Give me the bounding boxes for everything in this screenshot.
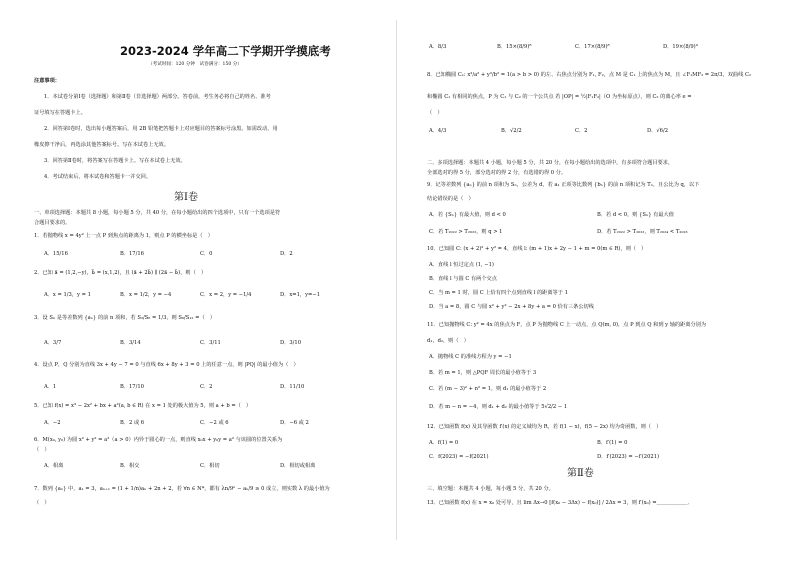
question-1: 1．若抛物线 x = 4y² 上一点 P 到焦点的距离为 1，则点 P 的横坐标是（ ） — [34, 233, 213, 239]
section-intro: 合题目要求的。 — [34, 220, 71, 226]
section-title-part1: 第Ⅰ卷 — [174, 192, 198, 203]
question-7-cont: （ ） — [34, 500, 50, 506]
option: A．抛物线 C 的准线方程为 y = −1 — [429, 354, 512, 360]
question-3: 3．设 Sₙ 是等差数列 {aₙ} 的前 n 项和，若 S₃/S₆ = 1/3，则 S₆/S₁₂ =（ ） — [34, 315, 216, 321]
question-10: 10．已知圆 C: (x + 2)² + y² = 4，直线 l: (m + 1)x + 2y − 1 + m = 0(m ∈ R)，则（ ） — [427, 246, 647, 252]
notice-heading: 注意事项： — [34, 78, 60, 84]
section-intro: 一、单项选择题：本题共 8 小题，每小题 5 分，共 40 分，在每小题给出的四个选项中，只有一个选项是符 — [34, 210, 281, 216]
question-2: 2．已知 a⃗ = (1,2,−y)，b⃗ = (x,1,2)，且 (a⃗ + 2b⃗) ∥ (2a⃗ − b⃗)，则（ ） — [34, 270, 207, 276]
option: B．x = 1/2，y = −4 — [120, 292, 172, 298]
notice-item: 1．本试卷分第Ⅰ卷（选择题）和第Ⅱ卷（非选择题）两部分。答卷前，考生务必将自己的姓名、准考 — [44, 94, 271, 100]
option: A．4/3 — [429, 128, 447, 134]
option: A．f(1) = 0 — [429, 440, 459, 446]
section-intro: 全部选对的得 5 分，部分选对的得 2 分，有选错的得 0 分。 — [427, 170, 567, 176]
option: C．相切 — [200, 463, 220, 469]
option: A．8/3 — [429, 44, 447, 50]
question-6: 6．M(x₀, y₀) 为圆 x² + y² = a²（a > 0）内异于圆心的一点，则直线 x₀x + y₀y = a² 与该圆的位置关系为 — [34, 437, 283, 443]
option: C．2 — [575, 128, 588, 134]
section-intro: 二、多项选择题：本题共 4 小题，每小题 5 分，共 20 分，在每小题给出的选项中，有多项符合题目要求， — [427, 160, 674, 166]
question-8: 8．已知椭圆 C₁: x²/a² + y²/b² = 1(a > b > 0) 的左、右焦点分别为 F₁, F₂，点 M 是 C₁ 上的焦点为 M，且 ∠F₁MF₂ = 2π/3，双曲线 C₂ — [427, 72, 752, 78]
right-page — [397, 0, 794, 562]
option: D．相切或相离 — [280, 463, 316, 469]
option: B．17/16 — [120, 251, 144, 257]
question-12: 12．已知函数 f(x) 及其导函数 f′(x) 的定义域均为 R，若 f(1 − x)，f(5 − 2x) 均为奇函数，则（ ） — [427, 424, 662, 430]
option: B．15×(8/9)⁸ — [497, 44, 532, 50]
option: B．相交 — [120, 463, 140, 469]
question-8-cont: （ ） — [427, 110, 443, 116]
option: A．直线 l 恒过定点 (1, −1) — [429, 262, 494, 268]
option: D．x=1，y=−1 — [280, 292, 321, 298]
question-8-cont: 和椭圆 C₁ 有相同的焦点，P 为 C₁ 与 C₂ 的一个公共点 若 |OP| = ½|F₁F₂|（O 为坐标原点），则 C₂ 的离心率 e = — [427, 94, 692, 100]
option: B．√2/2 — [501, 128, 522, 134]
option: C．0 — [200, 251, 213, 257]
option: C．若 T₂₀₂₂ > T₂₀₂₃，则 q > 1 — [429, 229, 503, 235]
option: D．−6 或 2 — [280, 420, 309, 426]
exam-info: （考试时间：120 分钟 试卷满分：150 分） — [148, 62, 242, 67]
option: A．3/7 — [44, 340, 62, 346]
notice-item: 证号填写在答题卡上。 — [34, 110, 86, 116]
option: D．若 m − n = −4，则 d₁ + d₂ 的最小值等于 5√2/2 − 1 — [429, 404, 568, 410]
question-9-cont: 结论错误的是（ ） — [427, 196, 474, 202]
option: D．19×(8/9)⁹ — [663, 44, 698, 50]
option: B．若 d < 0，则 {Sₙ} 有最大值 — [597, 212, 674, 218]
option: D．2 — [280, 251, 293, 257]
question-7: 7．数列 {aₙ} 中，a₁ = 3，aₙ₊₁ = (1 + 1/n)aₙ + 2n + 2，若 ∀n ∈ N*，都有 λn/9ⁿ − aₙ/9 ≥ 0 成立，则实数 λ 的最小值为 — [34, 486, 330, 492]
notice-item: 橡皮擦干净后，再选涂其他答案标号。写在本试卷上无效。 — [34, 142, 169, 148]
option: B．17/10 — [120, 384, 144, 390]
section-title-part2: 第Ⅱ卷 — [567, 468, 594, 479]
option: C．3/11 — [200, 340, 221, 346]
option: D．若 T₂₀₂₂ > T₂₀₂₃，则 T₂₀₂₄ < T₂₀₂₃ — [597, 229, 688, 235]
question-11: 11．已知抛物线 C: y² = 4x 的焦点为 F，点 P 为抛物线 C 上一动点，点 Q(m, 0)，点 P 到点 Q 和到 y 轴的距离分别为 — [427, 322, 707, 328]
section-intro: 三、填空题：本题共 4 小题，每小题 5 分，共 20 分。 — [427, 486, 554, 492]
question-6-cont: （ ） — [34, 447, 50, 453]
question-13: 13．已知函数 f(x) 在 x = x₀ 处可导，且 lim Δx→0 [f(x₀ − 3Δx) − f(x₀)] / 2Δx = 3，则 f′(x₀) =＿＿＿＿＿＿． — [427, 500, 693, 506]
option: D．f′(2023) = −f′(2021) — [597, 454, 660, 460]
option: D．11/10 — [280, 384, 305, 390]
question-5: 5．已知 f(x) = x³ − 2x² + bx + a²(a, b ∈ R) 在 x = 1 处的极大值为 5，则 a + b =（ ） — [34, 403, 252, 409]
option: A．相离 — [44, 463, 64, 469]
option: C．x = 2，y = −1/4 — [200, 292, 252, 298]
notice-item: 2．回答第Ⅰ卷时，选出每小题答案后，用 2B 铅笔把答题卡上对应题目的答案标号涂黑。如需改动，用 — [44, 126, 278, 132]
option: A．−2 — [44, 420, 61, 426]
option: C．f(2023) = −f(2021) — [429, 454, 489, 460]
question-11-cont: d₁，d₂，则（ ） — [427, 338, 469, 344]
option: C．2 — [200, 384, 213, 390]
option: B．f′(1) = 0 — [597, 440, 628, 446]
exam-title: 2023-2024 学年高二下学期开学摸底考 — [120, 44, 331, 58]
option: C．17×(8/9)⁸ — [575, 44, 610, 50]
option: D．当 a = 8，圆 C 与圆 x² + y² − 2x + 8y + a = 0 恰有三条公切线 — [429, 304, 594, 310]
option: C．若 (m − 3)² + n² = 1，则 d₁ 的最小值等于 2 — [429, 386, 547, 392]
option: B．2 或 6 — [120, 420, 145, 426]
notice-item: 3．回答第Ⅱ卷时，将答案写在答题卡上。写在本试卷上无效。 — [44, 158, 186, 164]
question-9: 9．记等差数列 {aₙ} 的前 n 项和为 Sₙ，公差为 d，若 a₁ 正项等比数列 {bₙ} 的前 n 项积记为 Tₙ，且公比为 q，以下 — [427, 182, 700, 188]
option: B．若 m = 1，则 △PQF 周长的最小值等于 3 — [429, 370, 537, 376]
option: A．x = 1/3，y = 1 — [44, 292, 91, 298]
option: A．若 {Sₙ} 有最大值，则 d < 0 — [429, 212, 506, 218]
option: B．3/14 — [120, 340, 141, 346]
option: A．15/16 — [44, 251, 68, 257]
option: D．3/10 — [280, 340, 301, 346]
option: C．−2 或 6 — [200, 420, 229, 426]
option: C．当 m = 1 时，圆 C 上恰有四个点到直线 l 的距离等于 1 — [429, 290, 568, 296]
question-4: 4．设点 P，Q 分别为直线 3x + 4y − 7 = 0 与直线 6x + 8y + 3 = 0 上的任意一点，则 |PQ| 的最小值为（ ） — [34, 362, 299, 368]
option: B．直线 l 与圆 C 有两个交点 — [429, 276, 497, 282]
option: D．√6/2 — [647, 128, 669, 134]
notice-item: 4．考试结束后，将本试卷和答题卡一并交回。 — [44, 174, 152, 180]
option: A．1 — [44, 384, 57, 390]
